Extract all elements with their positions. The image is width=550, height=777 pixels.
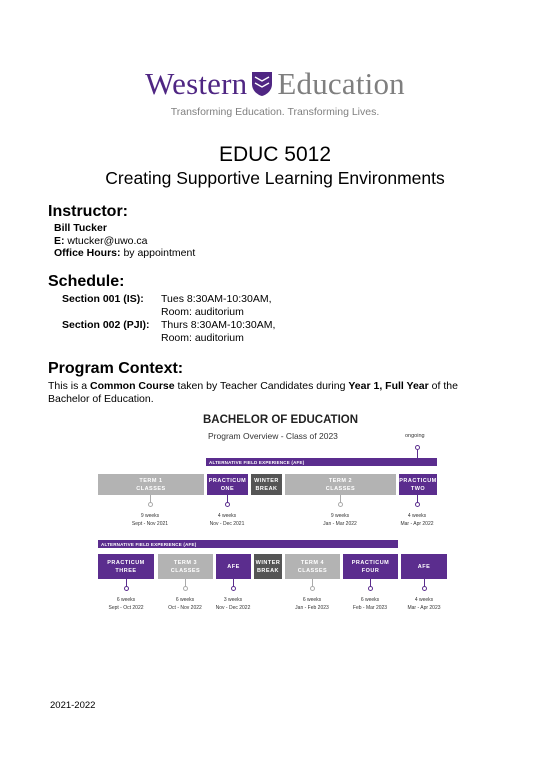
instructor-name: Bill Tucker xyxy=(54,222,107,234)
duration-afe-1: 3 weeks xyxy=(223,597,243,603)
logo-education-text: Education xyxy=(277,66,405,101)
node-practicum-two xyxy=(415,502,420,507)
section-001-room: Room: auditorium xyxy=(161,306,244,318)
dates-term4: Jan - Feb 2023 xyxy=(295,605,329,611)
block-afe-2: AFE xyxy=(401,554,447,579)
instructor-block xyxy=(54,222,195,260)
block-practicum-three: PRACTICUM THREE xyxy=(98,554,154,579)
duration-term1: 9 weeks xyxy=(140,513,160,519)
office-hours-label: Office Hours: xyxy=(54,247,121,259)
duration-afe-2: 4 weeks xyxy=(414,597,434,603)
node-practicum-four xyxy=(368,586,373,591)
afe-bar-year1: ALTERNATIVE FIELD EXPERIENCE (AFE) xyxy=(206,458,437,466)
block-afe-1: AFE xyxy=(216,554,251,579)
diagram-subtitle: Program Overview - Class of 2023 xyxy=(208,431,338,441)
node-term4 xyxy=(310,586,315,591)
section-002-label: Section 002 (PJI): xyxy=(62,319,150,331)
course-title: Creating Supportive Learning Environments xyxy=(105,168,445,188)
block-term2: TERM 2 CLASSES xyxy=(285,474,396,495)
instructor-heading: Instructor: xyxy=(48,203,128,220)
block-term3: TERM 3 CLASSES xyxy=(158,554,213,579)
course-code: EDUC 5012 xyxy=(218,143,332,166)
tagline: Transforming Education. Transforming Lives. xyxy=(170,106,380,118)
block-winter-break-1: WINTER BREAK xyxy=(251,474,282,495)
email-label: E: xyxy=(54,234,65,247)
ongoing-label: ongoing xyxy=(405,433,425,439)
section-001-label: Section 001 (IS): xyxy=(62,293,144,305)
duration-term4: 6 weeks xyxy=(302,597,322,603)
ongoing-line xyxy=(417,450,418,458)
node-afe-1 xyxy=(231,586,236,591)
duration-term2: 9 weeks xyxy=(330,513,350,519)
node-term3 xyxy=(183,586,188,591)
dates-afe-1: Nov - Dec 2022 xyxy=(215,605,251,611)
instructor-email[interactable]: wtucker@uwo.ca xyxy=(67,234,148,247)
node-term1 xyxy=(148,502,153,507)
node-practicum-one xyxy=(225,502,230,507)
year-emphasis: Year 1, Full Year xyxy=(348,380,429,392)
duration-practicum-one: 4 weeks xyxy=(217,513,237,519)
duration-practicum-two: 4 weeks xyxy=(407,513,427,519)
crest-icon xyxy=(251,69,273,105)
section-002-room: Room: auditorium xyxy=(161,332,244,344)
duration-practicum-four: 6 weeks xyxy=(360,597,380,603)
dates-afe-2: Mar - Apr 2023 xyxy=(407,605,441,611)
node-term2 xyxy=(338,502,343,507)
dates-term1: Sept - Nov 2021 xyxy=(131,521,169,527)
block-winter-break-2: WINTER BREAK xyxy=(254,554,282,579)
block-practicum-one: PRACTICUM ONE xyxy=(207,474,248,495)
academic-year-footer: 2021-2022 xyxy=(50,700,96,711)
dates-practicum-two: Mar - Apr 2022 xyxy=(400,521,434,527)
office-hours-value: by appointment xyxy=(123,247,196,259)
section-002-time: Thurs 8:30AM-10:30AM, xyxy=(161,319,276,331)
schedule-heading: Schedule: xyxy=(48,273,125,290)
block-term1: TERM 1 CLASSES xyxy=(98,474,204,495)
dates-practicum-three: Sept - Oct 2022 xyxy=(108,605,144,611)
dates-practicum-one: Nov - Dec 2021 xyxy=(209,521,245,527)
block-practicum-two: PRACTICUM TWO xyxy=(399,474,437,495)
logo-western-text: Western xyxy=(145,66,248,101)
diagram-title: BACHELOR OF EDUCATION xyxy=(203,414,359,426)
program-context-heading: Program Context: xyxy=(48,360,184,377)
program-context-text: This is a Common Course taken by Teacher Candidates during Year 1, Full Year of the Bachelor of Education. xyxy=(48,380,458,405)
block-term4: TERM 4 CLASSES xyxy=(285,554,340,579)
dates-practicum-four: Feb - Mar 2023 xyxy=(352,605,388,611)
afe-bar-year2: ALTERNATIVE FIELD EXPERIENCE (AFE) xyxy=(98,540,398,548)
western-education-logo xyxy=(0,66,550,105)
common-course-emphasis: Common Course xyxy=(90,380,175,392)
block-practicum-four: PRACTICUM FOUR xyxy=(343,554,398,579)
node-practicum-three xyxy=(124,586,129,591)
section-001-time: Tues 8:30AM-10:30AM, xyxy=(161,293,272,305)
dates-term3: Oct - Nov 2022 xyxy=(168,605,202,611)
duration-practicum-three: 6 weeks xyxy=(116,597,136,603)
node-afe-2 xyxy=(422,586,427,591)
duration-term3: 6 weeks xyxy=(175,597,195,603)
dates-term2: Jan - Mar 2022 xyxy=(323,521,357,527)
